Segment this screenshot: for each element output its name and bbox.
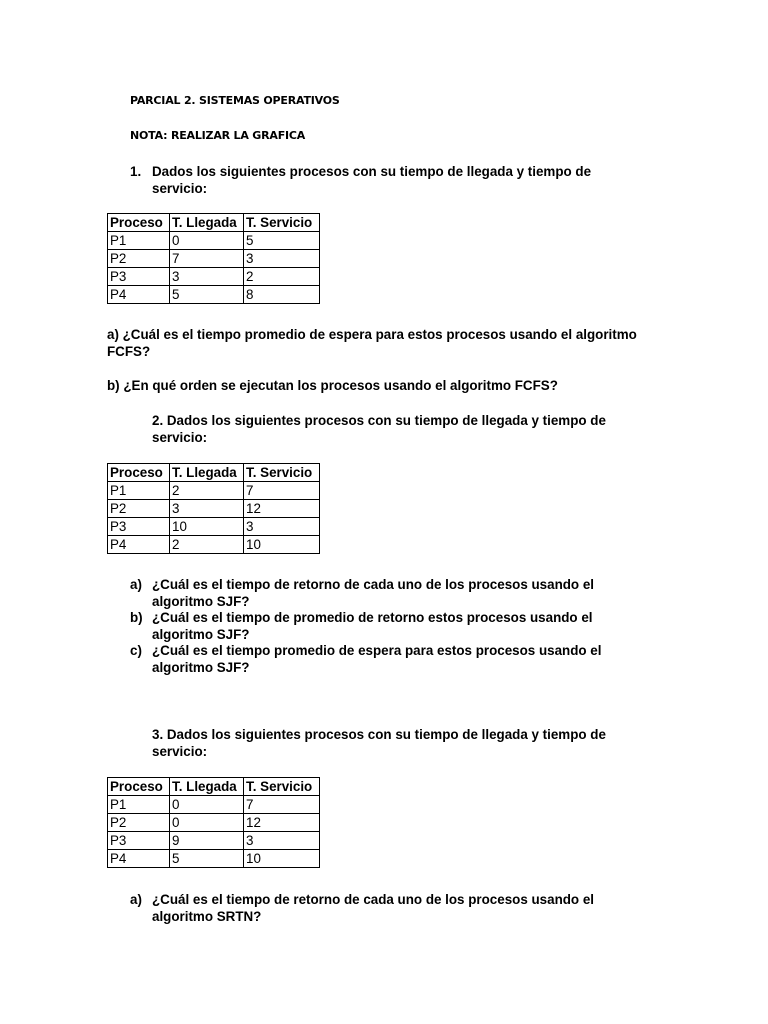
table-header-row [108, 214, 320, 232]
table-cell: 10 [244, 850, 320, 868]
table-cell: 10 [170, 518, 244, 536]
table-cell: 12 [244, 814, 320, 832]
table-cell: 8 [244, 286, 320, 304]
table-row [108, 250, 320, 268]
table-cell: 5 [244, 232, 320, 250]
table-cell: 12 [244, 500, 320, 518]
table-cell: 9 [170, 832, 244, 850]
q1-text: Dados los siguientes procesos con su tiempo de llegada y tiempo de servicio: [152, 164, 592, 196]
table-cell: P3 [108, 832, 170, 850]
q2-text: 2. Dados los siguientes procesos con su tiempo de llegada y tiempo de servicio: [152, 413, 606, 445]
table-cell: 3 [170, 268, 244, 286]
table-cell: P3 [108, 268, 170, 286]
table-header-cell: T. Llegada [170, 778, 244, 796]
q2-sub-a: ¿Cuál es el tiempo de retorno de cada uno de los procesos usando el algoritmo SJF? [152, 577, 594, 609]
table-cell: 2 [170, 536, 244, 554]
table-row [108, 536, 320, 554]
table-row [108, 482, 320, 500]
table-cell: P4 [108, 850, 170, 868]
table-header-row [108, 778, 320, 796]
table-row [108, 500, 320, 518]
q2-process-table [107, 463, 320, 554]
table-cell: P3 [108, 518, 170, 536]
q3-text: 3. Dados los siguientes procesos con su tiempo de llegada y tiempo de servicio: [152, 727, 606, 759]
table-cell: P1 [108, 482, 170, 500]
table-cell: P1 [108, 232, 170, 250]
table-cell: 7 [244, 482, 320, 500]
table-cell: 3 [244, 518, 320, 536]
table-cell: P2 [108, 250, 170, 268]
table-cell: 5 [170, 850, 244, 868]
table-row [108, 814, 320, 832]
table-cell: P1 [108, 796, 170, 814]
q2-sub-c: ¿Cuál es el tiempo promedio de espera para estos procesos usando el algoritmo SJF? [152, 643, 602, 675]
table-cell: 0 [170, 814, 244, 832]
table-header-cell: Proceso [108, 778, 170, 796]
table-cell: 3 [170, 500, 244, 518]
q2-sub-c-label: c) [130, 643, 142, 658]
table-row [108, 850, 320, 868]
document-note: NOTA: REALIZAR LA GRAFICA [130, 129, 306, 142]
q1-sub-a: a) ¿Cuál es el tiempo promedio de espera para estos procesos usando el algoritmo FCFS? [107, 327, 637, 359]
q1-sub-b: b) ¿En qué orden se ejecutan los procesos usando el algoritmo FCFS? [107, 378, 558, 393]
q1-number: 1. [130, 164, 142, 179]
table-header-cell: Proceso [108, 214, 170, 232]
q2-sub-b-label: b) [130, 610, 143, 625]
q1-process-table [107, 213, 320, 304]
table-header-cell: T. Llegada [170, 464, 244, 482]
table-cell: P4 [108, 286, 170, 304]
table-cell: P2 [108, 500, 170, 518]
table-cell: 0 [170, 796, 244, 814]
table-header-cell: T. Servicio [244, 464, 320, 482]
table-row [108, 232, 320, 250]
q3-process-table [107, 777, 320, 868]
table-header-cell: Proceso [108, 464, 170, 482]
table-cell: 0 [170, 232, 244, 250]
q3-sub-a-label: a) [130, 892, 142, 907]
table-cell: 7 [244, 796, 320, 814]
table-cell: 7 [170, 250, 244, 268]
table-header-cell: T. Servicio [244, 778, 320, 796]
table-row [108, 796, 320, 814]
table-cell: 3 [244, 832, 320, 850]
table-header-cell: T. Llegada [170, 214, 244, 232]
table-row [108, 832, 320, 850]
table-row [108, 268, 320, 286]
table-row [108, 286, 320, 304]
table-cell: P4 [108, 536, 170, 554]
table-cell: 2 [170, 482, 244, 500]
table-cell: 5 [170, 286, 244, 304]
table-cell: 10 [244, 536, 320, 554]
q3-sub-a: ¿Cuál es el tiempo de retorno de cada uno de los procesos usando el algoritmo SRTN? [152, 892, 594, 924]
document-title: PARCIAL 2. SISTEMAS OPERATIVOS [130, 94, 340, 107]
table-cell: 2 [244, 268, 320, 286]
table-row [108, 518, 320, 536]
table-cell: P2 [108, 814, 170, 832]
table-header-cell: T. Servicio [244, 214, 320, 232]
q2-sub-b: ¿Cuál es el tiempo de promedio de retorno estos procesos usando el algoritmo SJF? [152, 610, 593, 642]
table-cell: 3 [244, 250, 320, 268]
q2-sub-a-label: a) [130, 577, 142, 592]
table-header-row [108, 464, 320, 482]
